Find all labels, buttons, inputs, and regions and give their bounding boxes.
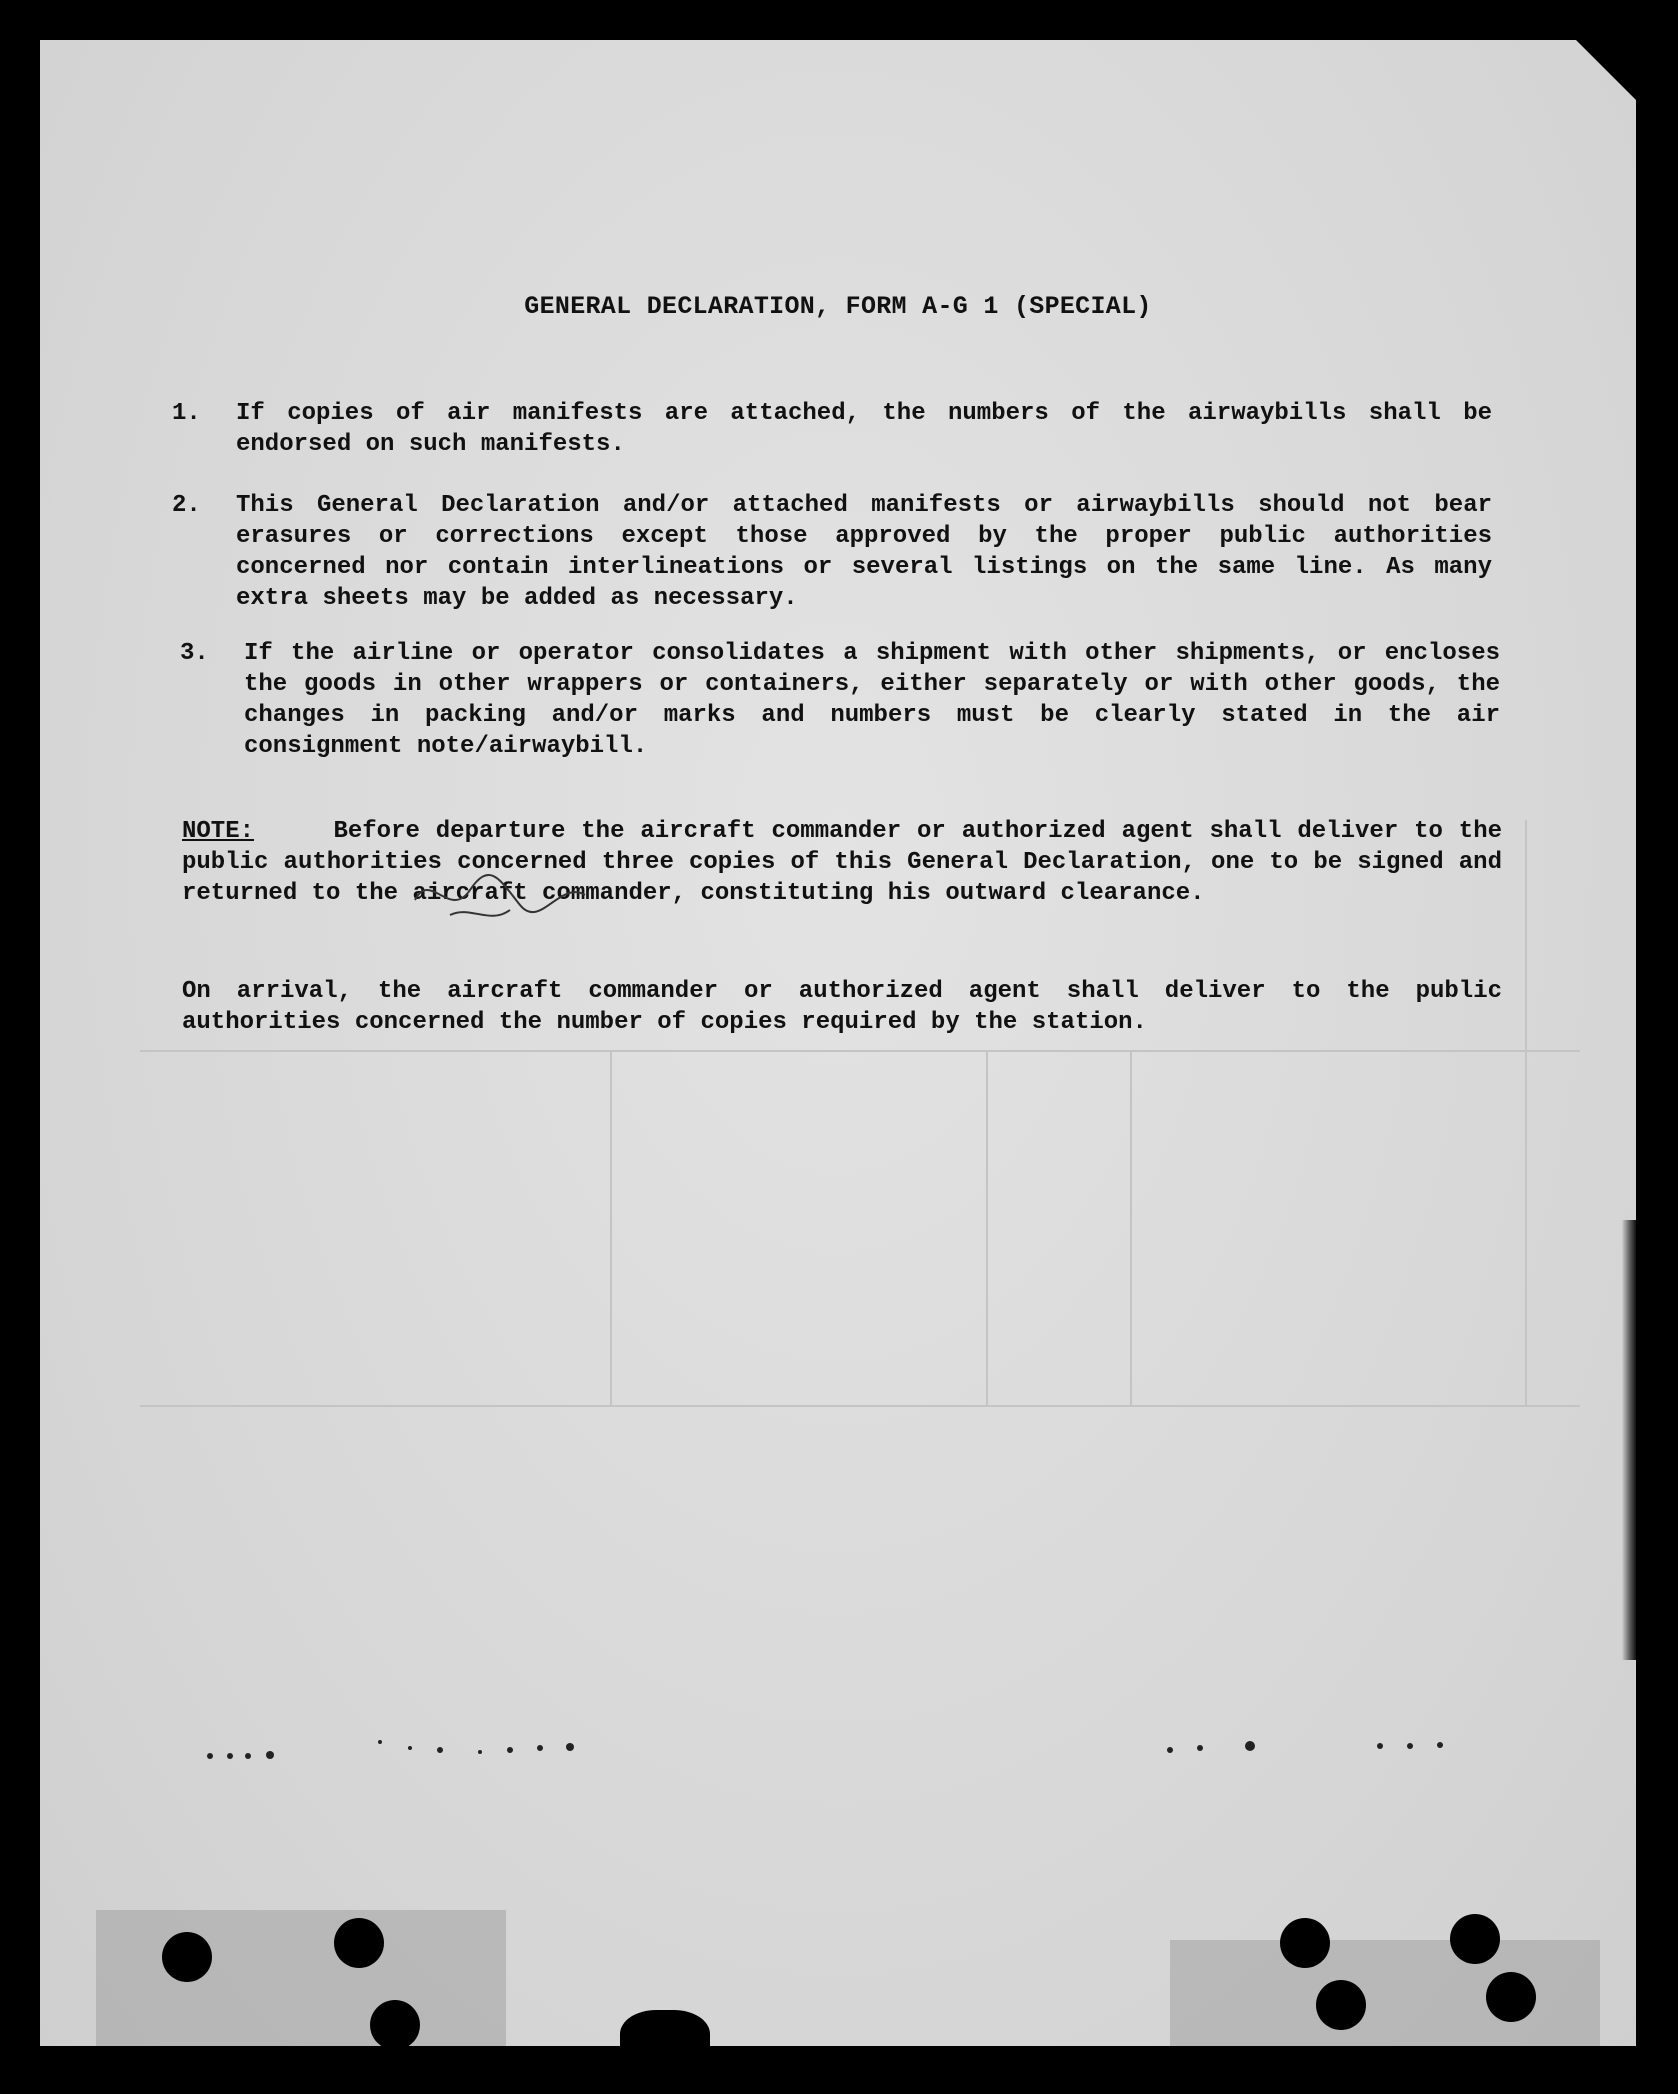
punch-hole [162,1932,212,1982]
document-title: GENERAL DECLARATION, FORM A-G 1 (SPECIAL) [524,292,1152,321]
folded-corner [1576,40,1636,100]
showthrough-line [140,1405,1580,1407]
note-text: Before departure the aircraft commander or authorized agent shall deliver to the public authorities concerned three copies of this General Declaration, one to be signed and returned to the aircraft commander, constituting his outward clearance. [182,818,1503,907]
showthrough-line [986,1050,988,1405]
showthrough-line [1130,1050,1132,1405]
item-text: If the airline or operator consolidates a shipment with other shipments, or encloses the goods in other wrappers or containers, either separately or with other goods, the changes in packing and/or marks and numbers must be clearly stated in the air consignment note/airwaybill. [244,640,1500,760]
note-label: NOTE: [182,818,255,845]
punch-hole [1316,1980,1366,2030]
note-paragraph [182,816,1502,909]
punch-hole [370,2000,420,2046]
showthrough-line [610,1050,612,1405]
stray-marks [190,1730,1490,1770]
punch-hole [620,2010,710,2046]
showthrough-line [1525,820,1527,1405]
document-page [40,40,1636,2046]
punch-hole [1450,1914,1500,1964]
item-text: If copies of air manifests are attached, the numbers of the airwaybills shall be endorsed on such manifests. [236,400,1492,458]
punch-hole [1486,1972,1536,2022]
item-number: 1. [172,400,201,427]
punch-hole [1280,1918,1330,1968]
handwritten-annotation [410,860,590,930]
arrival-paragraph: On arrival, the aircraft commander or authorized agent shall deliver to the public authorities concerned the number of copies required by the station. [182,978,1502,1036]
page-edge-shadow [1622,1220,1636,1660]
punch-hole [334,1918,384,1968]
showthrough-line [140,1050,1580,1052]
tape-strip [96,1910,506,2046]
item-number: 3. [180,640,209,667]
item-number: 2. [172,492,201,519]
item-text: This General Declaration and/or attached manifests or airwaybills should not bear erasures or corrections except those approved by the proper public authorities concerned nor contain interlineations or several listings on the same line. As many extra sheets may be added as necessary. [236,492,1492,612]
